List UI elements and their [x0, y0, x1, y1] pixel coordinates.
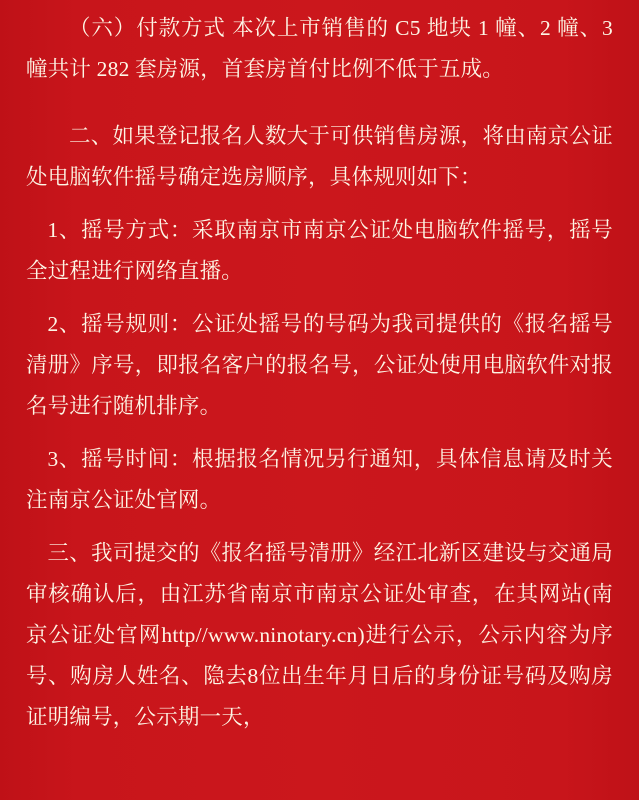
paragraph-publicity-notice: 三、我司提交的《报名摇号清册》经江北新区建设与交通局审核确认后，由江苏省南京市南京公证处审查，在其网站(南京公证处官网http//www.ninotary.cn)进行公示，公示内容为序号、购房人姓名、隐去8位出生年月日后的身份证号码及购房证明编号，公示期一天， — [26, 541, 613, 729]
document-body — [26, 6, 613, 738]
paragraph-payment-method: （六）付款方式 本次上市销售的 C5 地块 1 幢、2 幢、3 幢共计 282 套房源，首套房首付比例不低于五成。 — [26, 16, 613, 81]
paragraph-lottery-time: 3、摇号时间：根据报名情况另行通知，具体信息请及时关注南京公证处官网。 — [26, 447, 613, 512]
paragraph-lottery-intro: 二、如果登记报名人数大于可供销售房源，将由南京公证处电脑软件摇号确定选房顺序，具体规则如下： — [26, 124, 613, 189]
paragraph-lottery-method: 1、摇号方式：采取南京市南京公证处电脑软件摇号，摇号全过程进行网络直播。 — [26, 218, 613, 283]
paragraph-lottery-rules: 2、摇号规则：公证处摇号的号码为我司提供的《报名摇号清册》序号，即报名客户的报名号，公证处使用电脑软件对报名号进行随机排序。 — [26, 312, 613, 418]
paragraph-gap-1 — [26, 102, 613, 116]
